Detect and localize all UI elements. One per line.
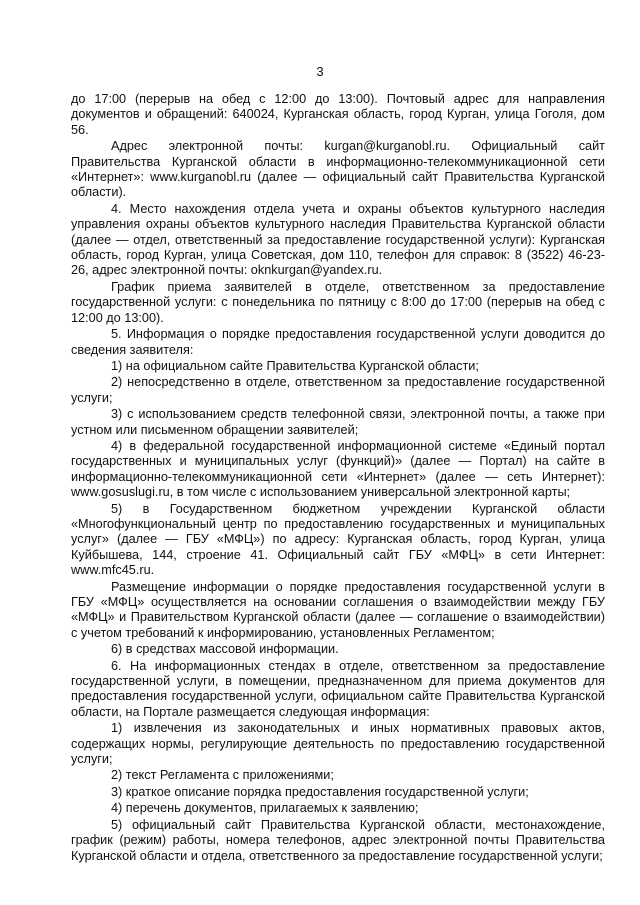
list-item: 4) перечень документов, прилагаемых к заявлению; bbox=[111, 801, 419, 816]
paragraph: 6. На информационных стендах в отделе, ответственном за предоставление государственной услуги, в помещении, предназначенном для приема документов для предоставления государственной услуги, официальном сайте Правительства Курганской области, на Портале размещается следующая информация: bbox=[71, 658, 605, 719]
list-item: 3) краткое описание порядка предоставления государственной услуги; bbox=[111, 784, 529, 799]
document-body bbox=[71, 92, 605, 865]
list-item: 2) текст Регламента с приложениями; bbox=[111, 768, 334, 783]
list-item: 5) официальный сайт Правительства Курганской области, местонахождение, график (режим) работы, номера телефонов, адрес электронной почты Правительства Курганской области и отдела, ответственного за предоставление государственной услуги; bbox=[71, 817, 605, 863]
list-item: 3) с использованием средств телефонной связи, электронной почты, а также при устном или письменном обращении заявителей; bbox=[71, 407, 605, 437]
paragraph: Адрес электронной почты: kurgan@kurganobl.ru. Официальный сайт Правительства Курганской области в информационно-телекоммуникационной сети «Интернет»: www.kurganobl.ru (далее — официальный сайт Правительства Курганской области). bbox=[71, 139, 605, 200]
paragraph: 5. Информация о порядке предоставления государственной услуги доводится до сведения заявителя: bbox=[71, 327, 605, 357]
list-item: 5) в Государственном бюджетном учреждении Курганской области «Многофункциональный центр по предоставлению государственных и муниципальных услуг» (далее — ГБУ «МФЦ») по адресу: Курганская область, город Курган, улица Куйбышева, 144, строение 41. Официальный сайт ГБУ «МФЦ» в сети Интернет: www.mfc45.ru. bbox=[71, 501, 605, 578]
list-item: 1) на официальном сайте Правительства Курганской области; bbox=[111, 358, 479, 373]
list-item: 1) извлечения из законодательных и иных нормативных правовых актов, содержащих нормы, регулирующие деятельность по предоставлению государственной услуги; bbox=[71, 721, 605, 767]
paragraph: График приема заявителей в отделе, ответственном за предоставление государственной услуги: с понедельника по пятницу с 8:00 до 17:00 (перерыв на обед с 12:00 до 13:00). bbox=[71, 279, 605, 325]
list-item: 2) непосредственно в отделе, ответственном за предоставление государственной услуги; bbox=[71, 375, 605, 405]
list-item: 6) в средствах массовой информации. bbox=[111, 642, 339, 657]
paragraph: 4. Место нахождения отдела учета и охраны объектов культурного наследия управления охраны объектов культурного наследия Правительства Курганской области (далее — отдел, ответственный за предоставление государственной услуги): Курганская область, город Курган, улица Советская, дом 110, телефон для справок: 8 (3522) 46-23-26, адрес электронной почты: oknkurgan@yandex.ru. bbox=[71, 201, 605, 278]
page-number: 3 bbox=[316, 64, 324, 79]
list-item: 4) в федеральной государственной информационной системе «Единый портал государственных и муниципальных услуг (функций)» (далее — Портал) на сайте в информационно-телекоммуникационной сети «Интернет» (далее — сеть Интернет): www.gosuslugi.ru, в том числе с использованием универсальной электронной карты; bbox=[71, 438, 605, 500]
paragraph: Размещение информации о порядке предоставления государственной услуги в ГБУ «МФЦ» осуществляется на основании соглашения о взаимодействии между ГБУ «МФЦ» и Правительством Курганской области (далее — соглашение о взаимодействии) с учетом требований к информированию, установленных Регламентом; bbox=[71, 579, 605, 640]
paragraph: до 17:00 (перерыв на обед с 12:00 до 13:00). Почтовый адрес для направления документов и обращений: 640024, Курганская область, город Курган, улица Гоголя, дом 56. bbox=[71, 92, 605, 137]
